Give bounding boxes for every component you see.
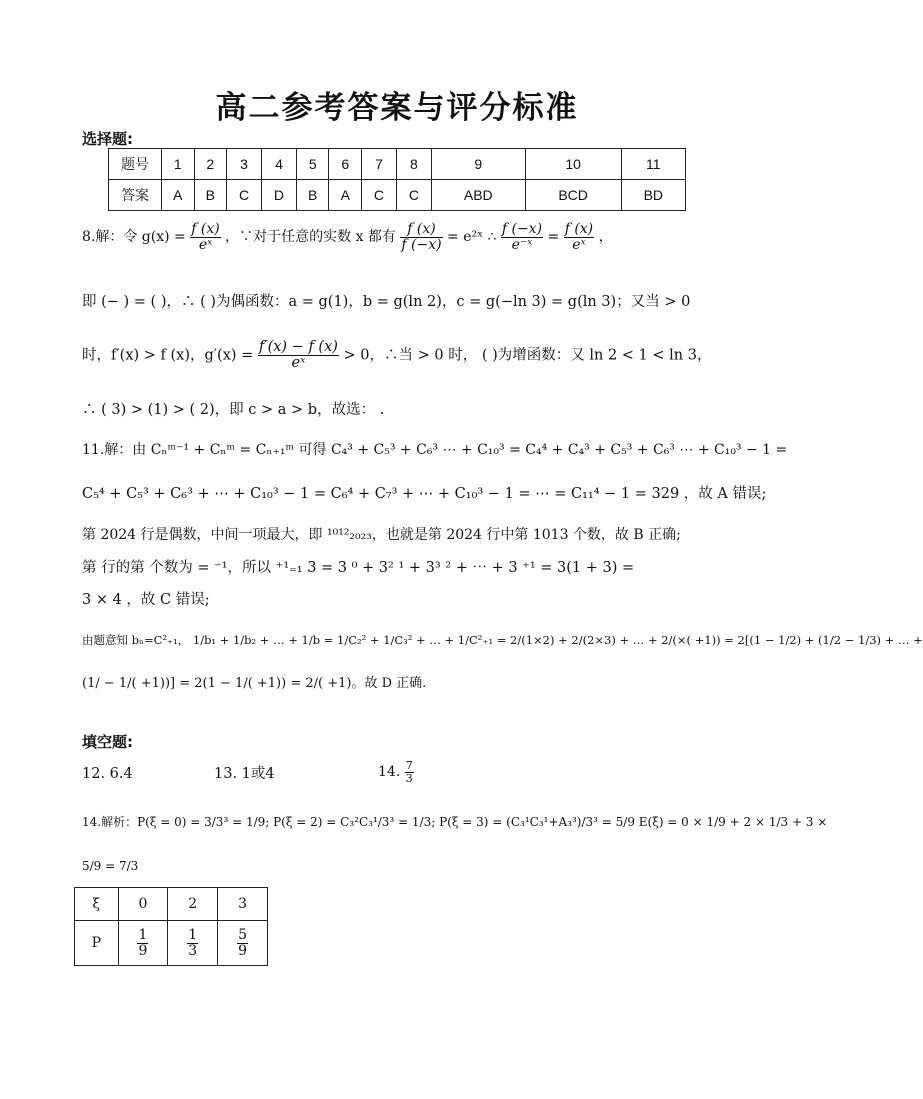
q8-text: =: [547, 229, 560, 246]
q8-line-4: ∴ ( 3) > (1) > ( 2)，即 c > a > b，故选： .: [82, 402, 385, 418]
probability-fraction: [237, 928, 248, 958]
answer-cell: C: [227, 180, 262, 211]
numerator: 1: [188, 926, 198, 943]
q11-line-3: 第 2024 行是偶数，中间一项最大，即 ¹⁰¹²₂₀₂₃，也就是第 2024 行中第 1013 个数，故 B 正确;: [82, 527, 681, 543]
distribution-probability-row: [75, 921, 268, 966]
q11-line-2: C₅⁴ + C₅³ + C₆³ + ⋯ + C₁₀³ − 1 = C₆⁴ + C₇³ + ⋯ + C₁₀³ − 1 = ⋯ = C₁₁⁴ − 1 = 329 ，故 A 错误;: [82, 486, 767, 502]
question-number-row: [109, 149, 686, 180]
q8-text: 时，f′(x) > f (x)，g′(x) =: [82, 347, 254, 364]
q14-line-2: 5/9 = 7/3: [82, 859, 139, 873]
question-number: 6: [329, 149, 362, 180]
answer-cell: C: [362, 180, 397, 211]
denominator: eˣ: [572, 236, 586, 253]
answer-14-label: 14.: [378, 764, 401, 781]
numerator: 5: [238, 926, 248, 943]
q8-text: ，: [598, 229, 613, 246]
question-number: 5: [296, 149, 329, 180]
question-number: 8: [396, 149, 431, 180]
denominator: 3: [405, 771, 413, 785]
numerator: 7: [405, 759, 413, 772]
question-number: 3: [227, 149, 262, 180]
q11-line-6: 由题意知 bₙ=C²₊₁， 1/b₁ + 1/b₂ + … + 1/b = 1/C₂² + 1/C₃² + … + 1/C²₊₁ = 2/(1×2) + 2/(2×3) + … + 2/(×( +1)) = 2[(1 − 1/2) + (1/2 − 1/3) + … +: [82, 633, 923, 647]
answer-14-fraction: [405, 760, 414, 784]
probability-cell: [218, 921, 268, 966]
q11-line-4: 第 行的第 个数为 = ⁻¹，所以 ⁺¹₌₁ 3 = 3 ⁰ + 3² ¹ + 3³ ² + ⋯ + 3 ⁺¹ = 3(1 + 3) =: [82, 560, 635, 576]
question-number: 11: [621, 149, 685, 180]
denominator: e⁻ˣ: [511, 236, 533, 253]
answer-cell: B: [194, 180, 227, 211]
answer-row: [109, 180, 686, 211]
choice-heading: 选择题:: [82, 130, 133, 148]
numerator: f (x): [191, 221, 220, 237]
numerator: f (x): [400, 222, 442, 238]
answer-cell: D: [262, 180, 297, 211]
xi-label: ξ: [75, 888, 119, 921]
numerator: 1: [138, 926, 148, 943]
answer-cell: BCD: [525, 180, 621, 211]
q8-text: = e²ˣ ∴: [447, 229, 497, 246]
q8-line-1: [82, 222, 613, 252]
xi-value: 0: [118, 888, 168, 921]
denominator: eˣ: [291, 355, 306, 372]
answer-cell: ABD: [431, 180, 525, 211]
q11-line-7: (1/ − 1/( +1))] = 2(1 − 1/( +1)) = 2/( +1)。故 D 正确.: [82, 676, 427, 691]
question-number: 7: [362, 149, 397, 180]
answer-cell: A: [329, 180, 362, 211]
probability-cell: [118, 921, 168, 966]
answer-cell: B: [296, 180, 329, 211]
row-label-number: 题号: [109, 149, 162, 180]
q8-line-3: [82, 340, 711, 371]
xi-value: 3: [218, 888, 268, 921]
distribution-values-row: [75, 888, 268, 921]
question-number: 9: [431, 149, 525, 180]
q11-line-5: 3 × 4 ，故 C 错误;: [82, 592, 210, 608]
denominator: 9: [138, 942, 148, 959]
answer-12: 12. 6.4: [82, 766, 133, 782]
q8-line-2: 即 (− ) = ( )，∴ ( )为偶函数：a = g(1)，b = g(ln 2)，c = g(−ln 3) = g(ln 3)；又当 > 0: [82, 294, 691, 310]
probability-fraction: [137, 928, 148, 958]
q8-fraction: [564, 222, 594, 252]
distribution-table: [74, 887, 268, 966]
answer-cell: BD: [621, 180, 685, 211]
answer-table: [108, 148, 686, 211]
answer-13: 13. 1或4: [214, 766, 275, 782]
denominator: f (−x): [401, 236, 442, 253]
q8-text: ，∵对于任意的实数 x 都有: [225, 229, 396, 246]
answer-14: [378, 760, 414, 784]
numerator: f (−x): [501, 221, 543, 237]
q8-fraction: [501, 222, 543, 252]
denominator: 9: [238, 942, 248, 959]
numerator: f′(x) − f (x): [258, 339, 338, 355]
probability-fraction: [187, 928, 198, 958]
answer-cell: C: [396, 180, 431, 211]
q8-fraction: [190, 222, 220, 252]
page-title: 高二参考答案与评分标准: [215, 90, 579, 126]
row-label-answer: 答案: [109, 180, 162, 211]
q8-text: 8.解：令 g(x) =: [82, 229, 186, 246]
denominator: eˣ: [198, 236, 213, 253]
xi-value: 2: [168, 888, 218, 921]
q8-fraction: [258, 340, 339, 371]
question-number: 2: [194, 149, 227, 180]
fill-heading: 填空题:: [82, 733, 133, 751]
q8-fraction: [400, 222, 442, 252]
q14-line-1: 14.解析：P(ξ = 0) = 3/3³ = 1/9; P(ξ = 2) = C₃²C₃¹/3³ = 1/3; P(ξ = 3) = (C₃¹C₃¹+A₃³)/3³ = 5/9 E(ξ) = 0 × 1/9 + 2 × 1/3 + 3 ×: [82, 815, 828, 829]
probability-cell: [168, 921, 218, 966]
numerator: f (x): [564, 221, 594, 237]
answer-cell: A: [162, 180, 195, 211]
question-number: 1: [162, 149, 195, 180]
question-number: 4: [262, 149, 297, 180]
q8-text: > 0，∴当 > 0 时， ( )为增函数：又 ln 2 < 1 < ln 3，: [343, 347, 712, 364]
denominator: 3: [188, 942, 198, 959]
q11-line-1: 11.解：由 Cₙᵐ⁻¹ + Cₙᵐ = Cₙ₊₁ᵐ 可得 C₄³ + C₅³ + C₆³ ⋯ + C₁₀³ = C₄⁴ + C₄³ + C₅³ + C₆³ ⋯ + C₁₀³ − 1 =: [82, 442, 788, 458]
p-label: P: [75, 921, 119, 966]
question-number: 10: [525, 149, 621, 180]
